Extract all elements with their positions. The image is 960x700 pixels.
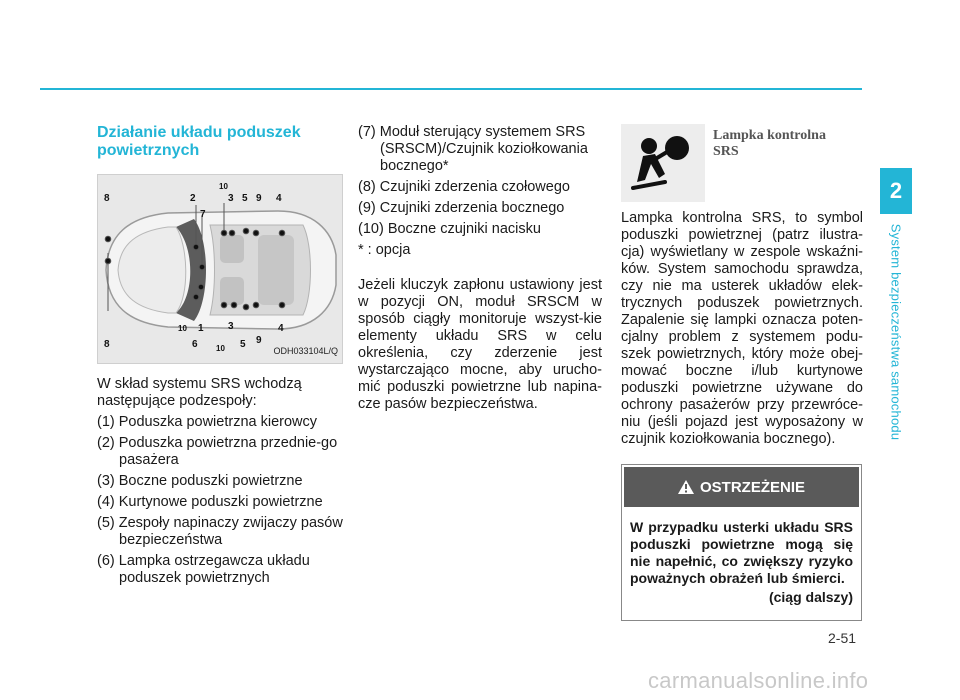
callout-8-bottom: 8 bbox=[104, 339, 110, 350]
column-middle bbox=[358, 124, 602, 413]
sensor-dot-1 bbox=[198, 284, 204, 290]
callout-1: 1 bbox=[198, 323, 204, 334]
callout-4-bottom: 4 bbox=[278, 323, 284, 334]
watermark: carmanualsonline.info bbox=[648, 668, 869, 693]
callout-5-bottom: 5 bbox=[240, 339, 246, 350]
callout-9-top: 9 bbox=[256, 193, 262, 204]
warning-body bbox=[622, 507, 861, 620]
top-accent-rule bbox=[40, 88, 862, 90]
sensor-dot-8-top bbox=[105, 236, 111, 242]
sensor-dot-2 bbox=[193, 244, 199, 250]
srs-icon-box bbox=[621, 124, 705, 202]
srs-lamp-title-line1: Lampka kontrolna bbox=[713, 128, 826, 143]
callout-5-top: 5 bbox=[242, 193, 248, 204]
front-seat-right bbox=[220, 277, 244, 305]
callout-10-left: 10 bbox=[178, 324, 187, 333]
chapter-number-tab: 2 bbox=[880, 168, 912, 214]
sensor-dot-5-bottom bbox=[243, 304, 249, 310]
warning-triangle-icon bbox=[678, 480, 694, 494]
callout-2: 2 bbox=[190, 193, 196, 204]
callout-6: 6 bbox=[192, 339, 198, 350]
page-number: 2-51 bbox=[828, 630, 857, 646]
component-list-2 bbox=[358, 124, 602, 259]
component-item: (6) Lampka ostrzegawcza układu poduszek powietrznych bbox=[97, 553, 310, 586]
component-list-1 bbox=[97, 414, 343, 587]
sensor-dot-9-bottom bbox=[253, 302, 259, 308]
component-item: (1) Poduszka powietrzna kierowcy bbox=[97, 414, 318, 430]
airbag-warning-icon bbox=[621, 124, 705, 202]
sensor-dot-10-bottom bbox=[221, 302, 227, 308]
sensor-dot-4-top bbox=[279, 230, 285, 236]
srs-lamp-header bbox=[621, 124, 863, 204]
rear-seat bbox=[258, 235, 294, 305]
car-top-view-illustration bbox=[98, 175, 344, 365]
component-item: * : opcja bbox=[358, 242, 411, 258]
sensor-dot-8-bottom bbox=[105, 258, 111, 264]
srs-lamp-title bbox=[713, 128, 826, 160]
airbag-layout-figure bbox=[97, 174, 343, 364]
front-seat-left bbox=[220, 235, 244, 263]
callout-3-bottom: 3 bbox=[228, 321, 234, 332]
column-right bbox=[621, 124, 863, 621]
warning-continued: (ciąg dalszy) bbox=[768, 589, 853, 605]
sensor-dot-6 bbox=[193, 294, 199, 300]
warning-header bbox=[624, 467, 859, 507]
intro-text: W skład systemu SRS wchodzą następujące podzespoły: bbox=[97, 376, 302, 409]
callout-9-bottom: 9 bbox=[256, 335, 262, 346]
srs-lamp-body: Lampka kontrolna SRS, to symbol poduszki powietrznej (patrz ilustra-cja) wyświetlany w zespole wskaźni-ków. System samochodu sprawdza, czy nie ma usterek układów elek-trycznych poduszek powietrznych. Zapalenie się lampki oznacza poten-cjalny problem z systemem podu-szek powietrznych, który może obej-mować boczne i/lub kurtynowe poduszki powietrzne używane do ochrony pasażerów przy przewróce-niu (jeśli pojazd jest wyposażony w czujnik koziołkowania bocznego). bbox=[621, 210, 863, 447]
sensor-dot-7 bbox=[199, 264, 205, 270]
ignition-paragraph: Jeżeli kluczyk zapłonu ustawiony jest w pozycji ON, moduł SRSCM w sposób ciągły monitoruje wszyst-kie elementy układu SRS w celu określenia, czy zderzenie jest wystarczająco mocne, aby urucho-mić poduszki powietrzne lub napina-cze pasów bezpieczeństwa. bbox=[358, 277, 602, 412]
component-item: (2) Poduszka powietrzna przednie-go pasażera bbox=[97, 435, 338, 468]
section-title-line2: powietrznych bbox=[97, 142, 200, 159]
sensor-dot-3-bottom bbox=[231, 302, 237, 308]
callout-10-top: 10 bbox=[219, 182, 228, 191]
section-title-line1: Działanie układu poduszek bbox=[97, 124, 301, 141]
component-item: (9) Czujniki zderzenia bocznego bbox=[358, 200, 565, 216]
component-item: (4) Kurtynowe poduszki powietrzne bbox=[97, 494, 323, 510]
callout-8-top: 8 bbox=[104, 193, 110, 204]
component-item: (7) Moduł sterujący systemem SRS (SRSCM)/Czujnik koziołkowania bocznego* bbox=[358, 124, 588, 174]
component-item: (8) Czujniki zderzenia czołowego bbox=[358, 179, 570, 195]
column-left bbox=[97, 124, 343, 587]
section-title bbox=[97, 124, 343, 160]
sensor-dot-4-bottom bbox=[279, 302, 285, 308]
figure-code: ODH033104L/Q bbox=[273, 346, 338, 356]
warning-label: OSTRZEŻENIE bbox=[699, 478, 805, 496]
warning-box bbox=[621, 464, 862, 621]
sensor-dot-9-top bbox=[253, 230, 259, 236]
sensor-dot-5-top bbox=[243, 228, 249, 234]
component-item: (3) Boczne poduszki powietrzne bbox=[97, 473, 303, 489]
component-item: (5) Zespoły napinaczy zwijaczy pasów bezpieczeństwa bbox=[97, 515, 343, 548]
sensor-dot-3-top bbox=[229, 230, 235, 236]
callout-3-top: 3 bbox=[228, 193, 234, 204]
callout-7: 7 bbox=[200, 209, 206, 220]
sensor-dot-10-top bbox=[221, 230, 227, 236]
component-item: (10) Boczne czujniki nacisku bbox=[358, 221, 541, 237]
warning-text: W przypadku usterki układu SRS poduszki powietrzne mogą się nie napełnić, co zwiększy ryzyko poważnych obrażeń lub śmierci. bbox=[630, 519, 853, 586]
callout-4-top: 4 bbox=[276, 193, 282, 204]
srs-lamp-title-line2: SRS bbox=[713, 144, 739, 159]
callout-10-bottom: 10 bbox=[216, 344, 225, 353]
chapter-title-vertical: System bezpieczeństwa samochodu bbox=[888, 223, 904, 441]
